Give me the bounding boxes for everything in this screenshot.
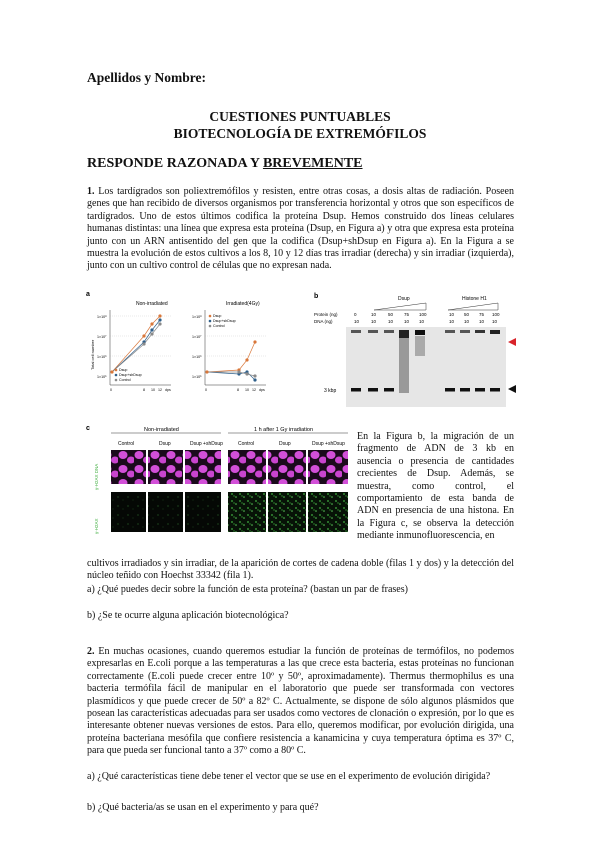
red-arrow-icon [508,338,516,346]
gel-value: 0 [354,312,357,317]
gel-value: 10 [371,319,377,324]
x-tick: 10 [151,388,155,392]
instruction-prefix: RESPONDE RAZONADA Y [87,156,263,171]
x-tick: 0 [205,388,207,392]
question-1-paragraph [87,186,514,273]
panel-c-label: c [86,425,90,432]
gel-value: 10 [492,319,498,324]
gel-value: 10 [354,319,360,324]
gel-value: 100 [492,312,500,317]
legend-dsup: Dsup [213,314,222,318]
gel-dsup-label: Dsup [398,296,410,302]
x-tick: 12 [158,388,162,392]
gel-protein-label: Protein (ng) [314,312,338,317]
question-1a: a) ¿Qué puedes decir sobre la función de esta proteína? (bastan un par de frases) [87,584,408,595]
x-tick: 10 [245,388,249,392]
c-irr-label: 1 h after 1 Gy irradiation [254,427,314,433]
y-tick: 1×10⁷ [192,335,202,339]
gel-protein-values [354,312,500,317]
x-tick: dps [259,388,265,392]
question-2-paragraph [87,646,514,758]
instruction-emphasis: BREVEMENTE [262,156,363,171]
y-tick: 1×10⁷ [97,335,107,339]
y-tick: 1×10⁶ [192,355,202,359]
graph1-title: Non-irradiated [136,301,168,307]
gel-value: 75 [404,312,410,317]
y-tick: 1×10⁵ [192,375,202,379]
c-column-label: Dsup [159,441,171,447]
black-arrow-icon [508,385,516,393]
legend-control: Control [213,324,225,328]
figure-c [86,422,354,558]
question-2-number: 2. [87,646,95,657]
gel-value: 10 [404,319,410,324]
graph2-legend [209,314,236,328]
question-1b: b) ¿Se te ocurre alguna aplicación biotecnológica? [87,610,289,621]
question-1-continuation: cultivos irradiados y sin irradiar, de la aparición de cortes de cadena doble (filas 1 y dos) y la detección del núcleo teñido con Hoechst 33342 (fila 1). [87,558,514,582]
histone-gradient-wedge [448,303,498,310]
question-1-number: 1. [87,186,95,197]
c-row2-images [111,492,348,532]
gel-value: 10 [479,319,485,324]
gel-image [346,327,506,407]
y-tick: 1×10⁵ [97,375,107,379]
y-tick: 1×10⁸ [97,315,107,319]
c-nonirr-label: Non-irradiated [144,427,179,433]
graph2-x-ticks [205,388,265,392]
dsup-gradient-wedge [374,303,426,310]
gel-value: 100 [419,312,427,317]
graph2-markers [205,340,256,381]
gel-value: 10 [464,319,470,324]
legend-control: Control [119,378,131,382]
instruction [87,156,363,172]
graph2-title: Irradiated(4Gy) [226,301,260,307]
c-column-label: Dsup [279,441,291,447]
gel-dna-values [354,319,498,324]
name-label: Apellidos y Nombre: [87,70,207,85]
page-title: CUESTIONES PUNTUABLES [209,109,391,124]
c-column-label: Control [238,441,255,447]
gel-value: 10 [449,319,455,324]
x-tick: 0 [110,388,112,392]
x-tick: 8 [143,388,145,392]
figure-ab [86,290,516,420]
gel-value: 75 [479,312,485,317]
c-column-label: Control [118,441,135,447]
question-2a: a) ¿Qué características tiene debe tener el vector que se use en el experimento de evolución dirigida? [87,771,491,782]
gel-value: 10 [449,312,455,317]
graph1-y-ticks [97,315,107,379]
page-subtitle: BIOTECNOLOGÍA DE EXTREMÓFILOS [173,126,427,141]
gel-band-label: 3 kbp [324,388,337,394]
y-tick: 1×10⁸ [192,315,202,319]
x-tick: 8 [237,388,239,392]
legend-dsup-shdsup: Dsup+shDsup [119,373,142,377]
x-tick: 12 [252,388,256,392]
graph2-series-dsup [207,342,255,372]
c-row2-label: γ-H2AX [94,518,99,534]
question-2-text: En muchas ocasiones, cuando queremos estudiar la función de proteínas de termófilos, no podemos expresarlas en E.coli porque a las temperaturas a las que crece esta bacteria, estas proteínas no funcionan correctamente (E.coli puede crecer entre 10º y 50º, aproximadamente). Thermus thermophilus es una bacteria termófila fácil de manipular en el laboratorio que puede ser transformada con vectores plasmídicos y que puede crecer de 50º a 82º C. Actualmente, se dispone de sólo algunos plásmidos que posean las características adecuadas para ser usados como vectores de clonación o expresión, por lo que es interesante obtener nuevas versiones de estos. Para ello, queremos modificar, por evolución dirigida, una proteína bacteriana mesófila que confiere resistencia a kanamicina y cuya temperatura óptima es 37º C, para que pueda ser funcional tanto a 37º como a 80º C. [87,646,514,757]
y-tick: 1×10⁶ [97,355,107,359]
x-tick: dps [165,388,171,392]
c-column-label: Dsup +shDsup [312,441,345,447]
graph1-legend [115,368,142,382]
gel-value: 10 [371,312,377,317]
gel-value: 10 [419,319,425,324]
c-column-labels [118,441,345,447]
legend-dsup: Dsup [119,368,128,372]
panel-a-label: a [86,291,90,298]
question-2b: b) ¿Qué bacteria/as se usan en el experimento y para qué? [87,802,319,813]
question-1-text: Los tardígrados son poliextremófilos y resisten, entre otras cosas, a dosis altas de radiación. Poseen genes que han recibido de diversos organismos por transferencia horizontal y otros que son específicos de tardígrados. Uno de estos últimos codifica la proteína Dsup. Hemos construido dos líneas celulares humanas distintas: una línea que expresa esta proteína (Dsup, en Figura a) y otra que expresa esta proteína junto con un ARN antisentido del gen que la codifica (Dsup+shDsup en Figura a). En la Figura a se muestra la evolución de estos cultivos a los 8, 10 y 12 días tras irradiar (derecha) y sin irradiar (izquierda), junto con un cultivo control de células que no expresan nada. [87,186,514,272]
y-axis-label: Total cell number [90,339,95,370]
gel-value: 50 [388,312,394,317]
question-1-side-text: En la Figura b, la migración de un fragmento de ADN de 3 kb en ausencia o presencia de cantidades crecientes de Dsup. Además, se muestra, como control, el comportamiento de esta banda de ADN en presencia de una histona. En la Figura c, se observa la detección mediante inmunofluorescencia, en [357,431,514,542]
gel-histone-label: Histone H1 [462,296,487,302]
c-row1-images [111,450,348,484]
legend-dsup-shdsup: Dsup+shDsup [213,319,236,323]
c-column-label: Dsup +shDsup [190,441,223,447]
gel-dna-label: DNA (ng) [314,319,333,324]
graph2-y-ticks [192,315,202,379]
graph1-x-ticks [110,388,171,392]
gel-value: 10 [388,319,394,324]
gel-value: 50 [464,312,470,317]
panel-b-label: b [314,293,319,300]
c-row1-label: γ-H2AX DNA [94,463,99,490]
